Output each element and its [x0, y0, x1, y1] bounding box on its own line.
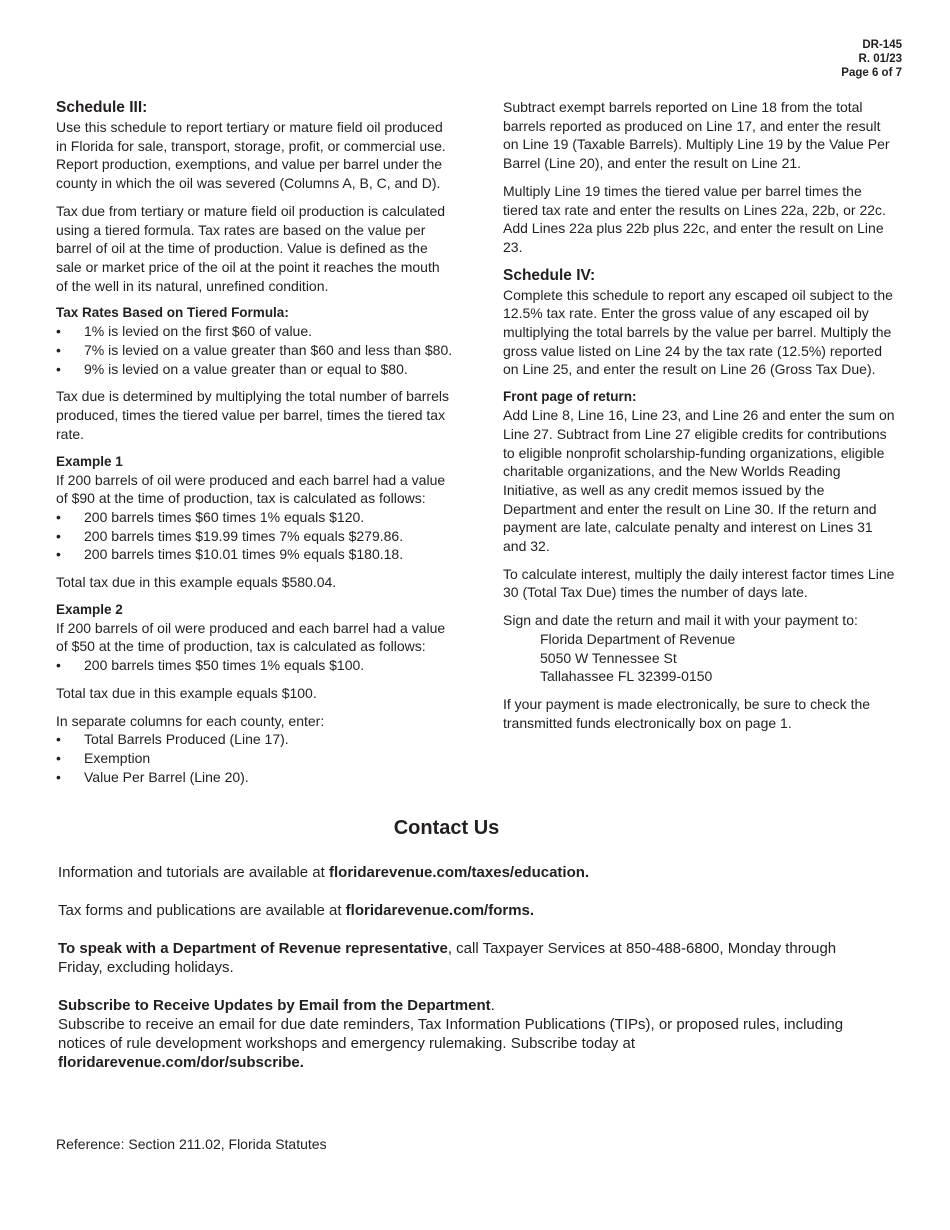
list-item: • Exemption: [56, 749, 454, 768]
example-1-total: Total tax due in this example equals $580.04.: [56, 574, 337, 591]
list-item: • 1% is levied on the first $60 of value.: [56, 322, 454, 341]
contact-title: Contact Us: [393, 817, 500, 839]
list-item: • 9% is levied on a value greater than or equal to $80.: [56, 360, 454, 379]
speak-heading: To speak with a Department of Revenue representative: [58, 940, 448, 957]
statute-reference: Reference: Section 211.02, Florida Statutes: [56, 1136, 327, 1152]
subscribe-period: .: [490, 997, 495, 1014]
address-line: 5050 W Tennessee St: [540, 649, 677, 666]
electronic-payment-paragraph: If your payment is made electronically, be sure to check the transmitted funds electronically box on page 1.: [503, 695, 871, 731]
interest-paragraph: To calculate interest, multiply the daily interest factor times Line 30 (Total Tax Due) times the number of days late.: [503, 565, 895, 601]
form-number: DR-145: [862, 39, 902, 51]
list-item: • 200 barrels times $50 times 1% equals $100.: [56, 656, 454, 675]
subscribe-text: Subscribe to receive an email for due date reminders, Tax Information Publications (TIPs), or proposed rules, including notices of rule development workshops and emergency rulemaking. Subscribe today at: [58, 1016, 844, 1052]
list-item: • Value Per Barrel (Line 20).: [56, 768, 454, 787]
sign-instructions: Sign and date the return and mail it with your payment to:: [503, 612, 858, 629]
contact-section: [58, 815, 858, 1091]
tiered-multiply-paragraph: Multiply Line 19 times the tiered value per barrel times the tiered tax rate and enter the results on Lines 22a, 22b, or 22c. Add Lines 22a plus 22b plus 22c, and enter the result on Line 23.: [503, 182, 886, 255]
list-item: • 7% is levied on a value greater than $60 and less than $80.: [56, 341, 454, 360]
page-number: Page 6 of 7: [841, 67, 902, 79]
schedule-3-paragraph-1: Use this schedule to report tertiary or mature field oil produced in Florida for sale, transport, storage, profit, or commercial use. Report production, exemptions, and value per barrel under the county in which the oil was severed (Columns A, B, C, and D).: [56, 119, 446, 192]
contact-info-text: Information and tutorials are available at: [58, 864, 329, 881]
right-column: [503, 98, 899, 741]
tax-due-paragraph: Tax due is determined by multiplying the total number of barrels produced, times the tiered value per barrel, times the tiered tax rate.: [56, 388, 449, 442]
subscribe-heading: Subscribe to Receive Updates by Email from the Department: [58, 997, 491, 1014]
form-revision: R. 01/23: [858, 53, 902, 65]
example-2-title: Example 2: [56, 601, 123, 617]
subtract-exempt-paragraph: Subtract exempt barrels reported on Line 18 from the total barrels reported as produced on Line 17, and enter the result on Line 19 (Taxable Barrels). Multiply Line 19 by the Value Per Barrel (Line 20), and enter the result on Line 21.: [503, 99, 890, 172]
example-2-intro: If 200 barrels of oil were produced and each barrel had a value of $50 at the time of production, tax is calculated as follows:: [56, 619, 446, 655]
front-page-paragraph: Add Line 8, Line 16, Line 23, and Line 26 and enter the sum on Line 27. Subtract from Line 27 eligible credits for contributions to eligible nonprofit scholarship-funding organizations, eligible charitable organizations, and the New Worlds Reading Initiative, as well as any credit memos issued by the Department and enter the result on Line 30. If the return and payment are late, calculate penalty and interest on Lines 31 and 32.: [503, 407, 895, 555]
contact-forms-line: [58, 901, 858, 920]
speak-text: , call Taxpayer Services at 850-488-6800, Monday through Friday, excluding holidays.: [58, 940, 837, 976]
contact-speak-line: [58, 939, 858, 977]
address-line: Florida Department of Revenue: [540, 630, 736, 647]
forms-link[interactable]: floridarevenue.com/forms.: [345, 902, 535, 919]
list-item: • 200 barrels times $60 times 1% equals $120.: [56, 508, 454, 527]
contact-subscribe-block: [58, 996, 858, 1072]
front-page-title: Front page of return:: [503, 389, 637, 405]
mailing-address: [503, 630, 899, 686]
contact-info-line: [58, 863, 858, 882]
address-line: Tallahassee FL 32399-0150: [540, 668, 713, 685]
example-1-intro: If 200 barrels of oil were produced and each barrel had a value of $90 at the time of production, tax is calculated as follows:: [56, 471, 446, 507]
form-header: [841, 38, 902, 80]
schedule-3-title: Schedule III:: [56, 99, 148, 116]
list-item: • 200 barrels times $10.01 times 9% equals $180.18.: [56, 545, 454, 564]
subscribe-link[interactable]: floridarevenue.com/dor/subscribe.: [58, 1054, 304, 1071]
columns-intro: In separate columns for each county, enter:: [56, 712, 325, 729]
tax-rates-list: [56, 322, 454, 378]
list-item: • 200 barrels times $19.99 times 7% equals $279.86.: [56, 527, 454, 546]
contact-forms-text: Tax forms and publications are available at: [58, 902, 346, 919]
list-item: • Total Barrels Produced (Line 17).: [56, 730, 454, 749]
schedule-4-title: Schedule IV:: [503, 266, 596, 284]
schedule-4-paragraph: Complete this schedule to report any escaped oil subject to the 12.5% tax rate. Enter the gross value of any escaped oil by multiplying the total barrels by the value per barrel. Multiply the gross value listed on Line 24 by the tax rate (12.5%) reported on Line 25, and enter the result on Line 26 (Gross Tax Due).: [503, 286, 893, 378]
example-1-list: [56, 508, 454, 564]
example-2-total: Total tax due in this example equals $100.: [56, 684, 317, 701]
schedule-3-paragraph-2: Tax due from tertiary or mature field oil production is calculated using a tiered formula. Tax rates are based on the value per barrel of oil at the time of production. Value is defined as the sale or market price of the oil at the point it reaches the mouth of the well in its natural, unrefined condition.: [56, 202, 446, 294]
education-link[interactable]: floridarevenue.com/taxes/education.: [329, 864, 590, 881]
example-2-list: [56, 656, 454, 675]
columns-list: [56, 730, 454, 786]
tax-rates-title: Tax Rates Based on Tiered Formula:: [56, 305, 289, 321]
example-1-title: Example 1: [56, 453, 123, 469]
left-column: [56, 98, 454, 795]
